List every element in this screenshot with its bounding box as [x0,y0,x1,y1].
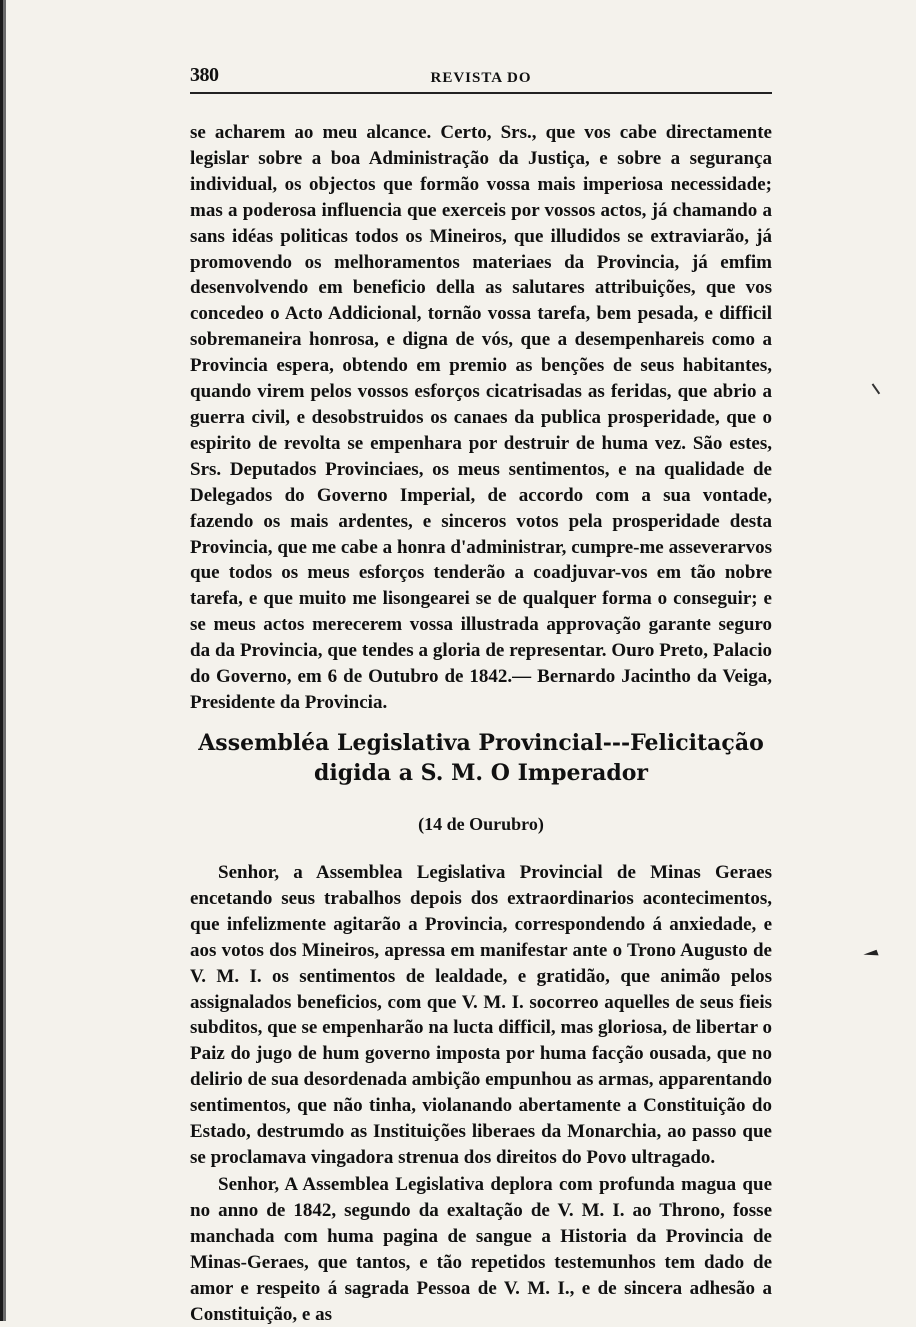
section-date: (14 de Ourubro) [418,814,544,834]
book-binding-edge [0,0,12,1321]
header-rule [190,92,772,96]
paragraph-address-2: Senhor, A Assemblea Legislativa deplora com profunda magua que no anno de 1842, segundo da exaltação de V. M. I. ao Throno, fosse manchada com huma pagina de sangue a Historia da Provincia de Minas-Geraes, que tantos, e tão repetidos testemunhos tem dado de amor e respeito á sagrada Pessoa de V. M. I., e de sincera adhesão a Constituição, e as [190,1174,772,1325]
paragraph-governor-speech-end: se acharem ao meu alcance. Certo, Srs., que vos cabe directamente legislar sobre a boa Administração da Justiça, e sobre a segurança individual, os objectos que formão vossa mais imperiosa necessidade; mas a poderosa influencia que exerceis por vossos actos, já chamando a sans idéas politicas todos os Mineiros, que illudidos se extraviarão, já promovendo os melhoramentos materiaes da Provincia, já emfim desenvolvendo em beneficio della as salutares attribuições, que vos concedeo o Acto Addicional, tornão vossa tarefa, bem pesada, e difficil sobremaneira honrosa, e digna de vós, que a desempenhareis como a Provincia espera, obtendo em premio as benções de seus habitantes, quando virem pelos vossos esforços cicatrisadas as feridas, que abrio a guerra civil, e desobstruidos os canaes da publica prosperidade, que o espirito de revolta se empenhara por destruir de huma vez. São estes, Srs. Deputados Provinciaes, os meus sentimentos, e na qualidade de Delegados do Governo Imperial, de accordo com a sua vontade, fazendo os mais ardentes, e sinceros votos pela prosperidade desta Provincia, que me cabe a honra d'administrar, cumpre-me asseverarvos que todos os meus esforços tenderão a coadjuvar-vos em tão nobre tarefa, e que muito me lisongearei se de qualquer forma o conseguir; e se meus actos merecerem vossa illustrada approvação garante seguro da da Provincia, que tendes a gloria de representar. Ouro Preto, Palacio do Governo, em 6 de Outubro de 1842.— Bernardo Jacintho da Veiga, Presidente da Provincia. [190,122,772,713]
page-number: 380 [190,64,219,86]
margin-mark [872,378,889,395]
section-title: Assembléa Legislativa Provincial---Felicitação digida a S. M. O Imperador [198,730,764,786]
running-head: REVISTA DO [430,70,532,86]
page-header [190,60,772,94]
margin-arrow-mark [863,950,878,960]
paragraph-address-1: Senhor, a Assemblea Legislativa Provincial de Minas Geraes encetando seus trabalhos depois dos extraordinarios acontecimentos, que infelizmente agitarão a Provincia, correspondendo á anxiedade, e aos votos dos Mineiros, apressa em manifestar ante o Trono Augusto de V. M. I. os sentimentos de lealdade, e gratidão, que animão pelos assignalados beneficios, com que V. M. I. socorreo aquelles de seus fieis subditos, que se empenharão na lucta difficil, mas gloriosa, de libertar o Paiz do jugo de hum governo imposta por huma facção ousada, que no delirio de sua desordenada ambição empunhou as armas, apparentando sentimentos, que não tinha, violanando abertamente a Constituição do Estado, destrumdo as Instituições liberaes da Monarchia, ao passo que se proclamava vingadora strenua dos direitos do Povo ultragado. [190,862,772,1168]
